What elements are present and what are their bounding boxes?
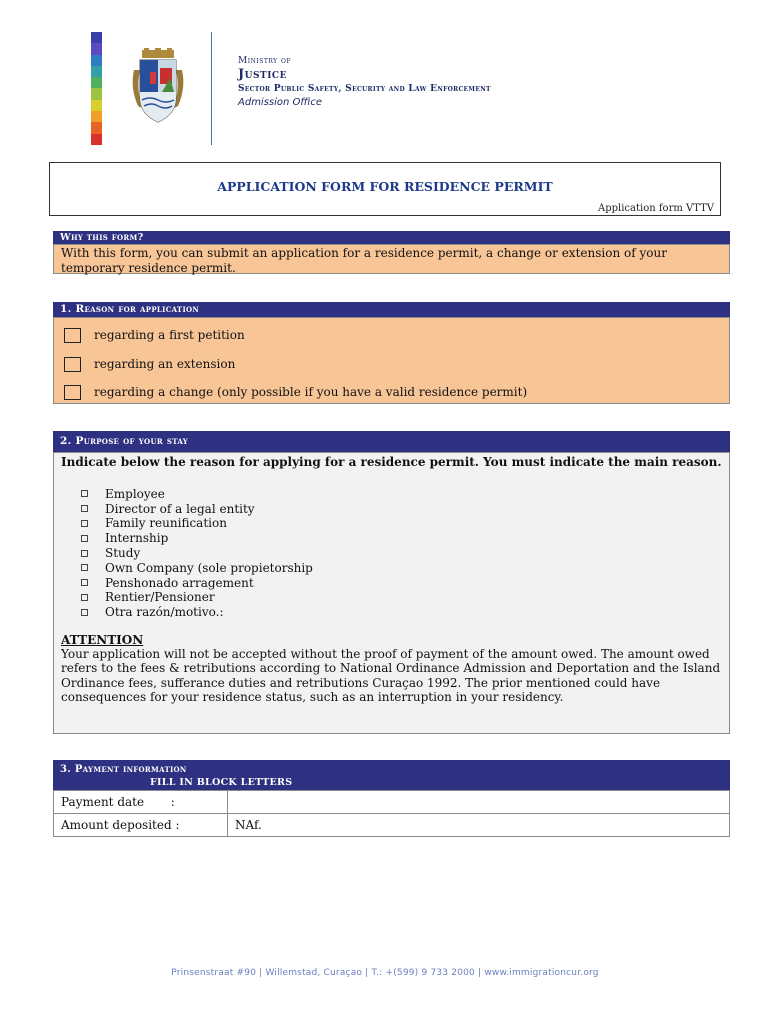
purpose-option-label: Director of a legal entity xyxy=(105,501,255,516)
reason-option-label: regarding a change (only possible if you have a valid residence permit) xyxy=(94,385,528,399)
checkbox[interactable] xyxy=(64,328,81,343)
purpose-option-own-company[interactable] xyxy=(81,560,722,575)
purpose-option-label: Internship xyxy=(105,531,169,546)
checkbox[interactable] xyxy=(81,594,88,601)
payment-date-field[interactable] xyxy=(228,791,730,814)
color-strip-segment xyxy=(91,77,102,88)
reason-option-first-petition[interactable] xyxy=(64,326,245,344)
checkbox[interactable] xyxy=(81,520,88,527)
purpose-option-label: Employee xyxy=(105,486,165,501)
header-divider xyxy=(211,32,212,145)
attention-text: Your application will not be accepted without the proof of payment of the amount owed. The amount owed refers to the fees & retributions according to National Ordinance Admission and Deportation and the Island Ordinance fees, sufferance duties and retributions Curaçao 1992. The prior mentioned could have consequences for your residence status, such as an interruption in your residency. xyxy=(61,646,721,705)
payment-date-label: Payment date : xyxy=(54,791,228,814)
payment-section-heading xyxy=(53,760,730,790)
checkbox[interactable] xyxy=(81,490,88,497)
checkbox[interactable] xyxy=(81,579,88,586)
purpose-option-label: Otra razón/motivo.: xyxy=(105,605,224,620)
purpose-options xyxy=(61,487,722,620)
checkbox[interactable] xyxy=(64,385,81,400)
purpose-option-study[interactable] xyxy=(81,546,722,561)
footer-contact: Prinsenstraat #90 | Willemstad, Curaçao | T.: +(599) 9 733 2000 | www.immigrationcur.org xyxy=(171,968,599,978)
color-strip-segment xyxy=(91,134,102,145)
purpose-option-employee[interactable] xyxy=(81,487,722,502)
color-strip-segment xyxy=(91,32,102,43)
form-title-box xyxy=(49,162,721,216)
purpose-section-heading: 2. Purpose of your stay xyxy=(53,431,730,452)
purpose-option-label: Family reunification xyxy=(105,516,227,531)
purpose-option-label: Study xyxy=(105,546,141,561)
why-section-text: With this form, you can submit an application for a residence permit, a change or extension of your temporary residence permit. xyxy=(53,244,730,274)
amount-deposited-row xyxy=(54,814,730,837)
form-title: APPLICATION FORM FOR RESIDENCE PERMIT xyxy=(217,179,553,194)
payment-date-row xyxy=(54,791,730,814)
payment-table xyxy=(53,790,730,837)
purpose-section xyxy=(53,452,730,734)
color-strip-segment xyxy=(91,122,102,133)
ministry-label: Ministry of xyxy=(238,56,292,66)
color-strip-segment xyxy=(91,88,102,99)
purpose-option-family[interactable] xyxy=(81,516,722,531)
color-strip-segment xyxy=(91,43,102,54)
attention-title: ATTENTION xyxy=(61,632,144,647)
reason-option-label: regarding a first petition xyxy=(94,328,245,342)
sector-label: Sector Public Safety, Security and Law Enforcement xyxy=(238,84,491,94)
color-strip-segment xyxy=(91,55,102,66)
purpose-option-director[interactable] xyxy=(81,501,722,516)
office-label: Admission Office xyxy=(238,97,323,108)
checkbox[interactable] xyxy=(81,564,88,571)
checkbox[interactable] xyxy=(81,550,88,557)
reason-section-heading: 1. Reason for application xyxy=(53,302,730,317)
reason-option-change[interactable] xyxy=(64,383,527,401)
amount-deposited-label: Amount deposited : xyxy=(54,814,228,837)
color-strip-segment xyxy=(91,100,102,111)
purpose-option-other[interactable] xyxy=(81,605,722,620)
color-strip-segment xyxy=(91,66,102,77)
payment-heading: 3. Payment information xyxy=(60,764,187,775)
purpose-option-label: Penshonado arragement xyxy=(105,575,254,590)
purpose-option-rentier[interactable] xyxy=(81,590,722,605)
checkbox[interactable] xyxy=(64,357,81,372)
purpose-option-internship[interactable] xyxy=(81,531,722,546)
purpose-instruction: Indicate below the reason for applying for a residence permit. You must indicate the main reason. xyxy=(61,455,722,469)
purpose-option-label: Own Company (sole propietorship xyxy=(105,560,313,575)
form-code: Application form VTTV xyxy=(598,203,714,214)
color-strip-segment xyxy=(91,111,102,122)
checkbox[interactable] xyxy=(81,505,88,512)
color-strip xyxy=(91,32,102,145)
payment-subheading: FILL IN BLOCK LETTERS xyxy=(150,777,293,788)
reason-section xyxy=(53,317,730,404)
justice-label: Justice xyxy=(238,67,287,82)
reason-option-extension[interactable] xyxy=(64,355,235,373)
amount-deposited-field[interactable]: NAf. xyxy=(228,814,730,837)
purpose-option-penshonado[interactable] xyxy=(81,575,722,590)
purpose-option-label: Rentier/Pensioner xyxy=(105,590,215,605)
reason-option-label: regarding an extension xyxy=(94,357,236,371)
coat-of-arms-icon xyxy=(130,48,186,126)
checkbox[interactable] xyxy=(81,535,88,542)
checkbox[interactable] xyxy=(81,609,88,616)
why-section-heading: Why this form? xyxy=(53,231,730,244)
